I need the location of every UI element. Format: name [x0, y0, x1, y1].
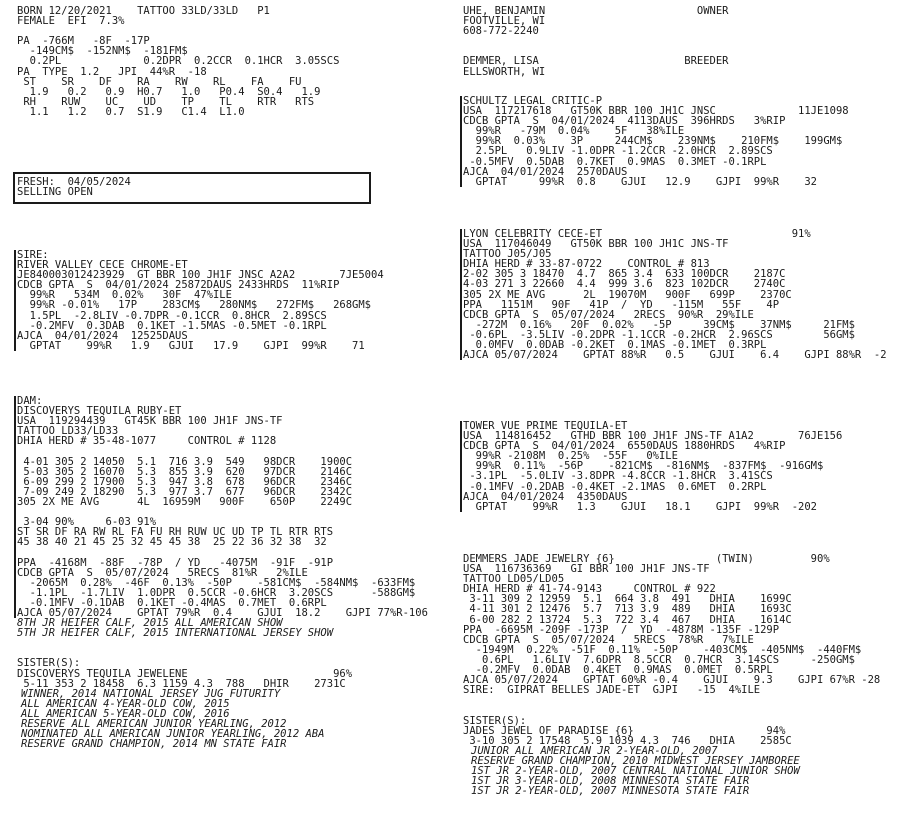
text-line: JE840003012423929 GT BBR 100 JH1F JNSC A2A2 7JE5004 — [17, 269, 384, 282]
text-line: BORN 12/20/2021 TATTOO 33LD/33LD P1 — [17, 5, 270, 17]
text-line: 0.6PL 1.6LIV 7.6DPR 8.5CCR 0.7HCR 3.14SCS -250GM$ — [463, 653, 855, 666]
text-line: RESERVE GRAND CHAMPION, 2014 MN STATE FAIR — [21, 738, 287, 751]
text-line: -0.6PL -3.5LIV -0.2DPR -1.1CCR -0.2HCR 2.96SCS 56GM$ — [463, 328, 855, 341]
text-line: CDCB GPTA S 04/01/2024 4113DAUS 396HRDS 3%RIP — [463, 115, 786, 128]
sire-column — [17, 250, 447, 351]
text-line: 99%R 0.11% -56P -821CM$ -816NM$ -837FM$ -916GM$ — [463, 460, 824, 473]
text-line: 7-09 249 2 18290 5.3 977 3.7 677 96DCR 2342C — [17, 485, 353, 498]
text-line: RESERVE ALL AMERICAN JUNIOR YEARLING, 2012 — [21, 718, 287, 730]
text-line: USA 119294439 GT45K BBR 100 JH1F JNS-TF — [17, 415, 283, 428]
maternal-great-granddam-section — [463, 554, 903, 695]
text-line: TATTOO J05/J05 — [463, 248, 552, 261]
text-line: -0.1MFV -0.2DAB -0.4KET -2.1MAS 0.6MET 0.2RPL — [463, 480, 767, 493]
text-line: 1.9 0.2 0.9 H0.7 1.0 P0.4 S0.4 1.9 — [17, 85, 321, 98]
text-line: -0.2MFV 0.3DAB 0.1KET -1.5MAS -0.5MET -0.1RPL — [17, 319, 327, 332]
text-line: USA 116736369 GI BBR 100 JH1F JNS-TF — [463, 563, 710, 576]
text-line: 305 2X ME AVG 4L 16959M 900F 650P 2249C — [17, 495, 353, 508]
text-line: USA 117217618 GT50K BBR 100 JH1C JNSC 11JE1098 — [463, 105, 849, 118]
text-line: FEMALE EFI 7.3% — [17, 15, 125, 28]
text-line: -0.1MFV -0.1DAB 0.1KET -0.4MAS 0.7MET 0.6RPL — [17, 596, 327, 609]
text-line: DAM: — [17, 395, 43, 407]
text-line: ST SR DF RA RW RL FA FU — [17, 75, 302, 88]
breeder-section — [463, 56, 903, 76]
mggs-column — [463, 421, 903, 512]
text-line: 1ST JR 2-YEAR-OLD, 2007 CENTRAL NATIONAL JUNIOR SHOW — [471, 764, 800, 777]
text-line: 99%R -0.01% 17P 283CM$ 280NM$ 272FM$ 268GM$ — [17, 299, 372, 312]
text-line: TATTOO LD05/LD05 — [463, 573, 565, 586]
dam-awards — [17, 618, 447, 638]
dam-column — [17, 396, 447, 749]
text-line: RESERVE GRAND CHAMPION, 2010 MIDWEST JERSEY JAMBOREE — [471, 754, 800, 767]
text-line: AJCA 04/01/2024 2570DAUS — [463, 165, 628, 178]
text-line: 2-02 305 3 18470 4.7 865 3.4 633 100DCR 2187C — [463, 268, 786, 281]
text-line: ALL AMERICAN 5-YEAR-OLD COW, 2016 — [21, 707, 230, 720]
mgd-column — [463, 229, 903, 360]
text-line: PPA -6695M -209F -173P / YD -4878M -135F -129P — [463, 623, 780, 636]
text-line: FRESH: 04/05/2024 — [17, 176, 131, 188]
granddam-sister-awards — [471, 746, 911, 796]
text-line: -272M 0.16% 20F 0.02% -5P 39CM$ 37NM$ 21FM$ — [463, 318, 855, 331]
dam-sister-awards — [21, 689, 451, 750]
text-line: -1.1PL -1.7LIV 1.0DPR 0.5CCR -0.6HCR 3.20SCS -588GM$ — [17, 586, 416, 599]
text-line: CDCB GPTA S 05/07/2024 5RECS 78%R 7%ILE — [463, 633, 754, 646]
text-line: 45 38 40 21 45 25 32 45 45 38 25 22 36 32 38 32 — [17, 536, 327, 549]
text-line: USA 114816452 GTHD BBR 100 JH1F JNS-TF A1A2 76JE156 — [463, 430, 843, 443]
text-line — [17, 547, 447, 557]
maternal-grandsire-section — [463, 96, 903, 187]
mggd-column — [463, 554, 903, 796]
text-line: GPTAT 99%R 1.9 GJUI 17.9 GJPI 99%R 71 — [17, 339, 365, 352]
animal-header-section — [17, 6, 447, 117]
text-line: JUNIOR ALL AMERICAN JR 2-YEAR-OLD, 2007 — [471, 744, 718, 757]
text-line: 0.0MFV 0.0DAB -0.2KET 0.1MAS -0.1MET 0.3RPL — [463, 339, 767, 352]
text-line: DHIA HERD # 35-48-1077 CONTROL # 1128 — [17, 435, 277, 448]
text-line: 5TH JR HEIFER CALF, 2015 INTERNATIONAL JERSEY SHOW — [17, 627, 334, 640]
text-line: TATTOO LD33/LD33 — [17, 425, 119, 438]
text-line: CDCB GPTA S 05/07/2024 2RECS 90%R 29%ILE — [463, 308, 754, 321]
dam-section — [17, 396, 447, 618]
text-line: TOWER VUE PRIME TEQUILA-ET — [463, 420, 628, 432]
owner-section — [463, 6, 903, 36]
text-line: DEMMERS JADE JEWELRY {6} (TWIN) 90% — [463, 553, 830, 565]
text-line: 99%R -2108M 0.25% -55F 0%ILE — [463, 450, 678, 463]
text-line: SELLING OPEN — [17, 186, 93, 199]
text-line: 5-03 305 2 16070 5.3 855 3.9 620 97DCR 2146C — [17, 465, 353, 478]
text-line: PPA -4168M -88F -78P / YD -4075M -91F -91P — [17, 556, 334, 569]
right-column — [463, 6, 903, 77]
text-line: 1.1 1.2 0.7 S1.9 C1.4 L1.0 — [17, 105, 245, 118]
text-line: SIRE: GIPRAT BELLES JADE-ET GJPI -15 4%ILE — [463, 684, 761, 697]
text-line: UHE, BENJAMIN OWNER — [463, 5, 729, 17]
text-line: CDCB GPTA S 04/01/2024 6550DAUS 1880HRDS 4%RIP — [463, 440, 786, 453]
text-line: DHIA HERD # 41-74-9143 CONTROL # 922 — [463, 583, 716, 596]
text-line: RH RUW UC UD TP TL RTR RTS — [17, 95, 315, 108]
text-line: ALL AMERICAN 4-YEAR-OLD COW, 2015 — [21, 697, 230, 710]
text-line: LYON CELEBRITY CECE-ET 91% — [463, 228, 811, 240]
dam-sister-section — [17, 658, 447, 688]
text-line: -2065M 0.28% -46F 0.13% -50P -581CM$ -584NM$ -633FM$ — [17, 576, 416, 589]
text-line: GPTAT 99%R 0.8 GJUI 12.9 GJPI 99%R 32 — [463, 175, 818, 188]
text-line: -149CM$ -152NM$ -181FM$ — [17, 45, 188, 58]
text-line: 4-01 305 2 14050 5.1 716 3.9 549 98DCR 1900C — [17, 455, 353, 468]
text-line: PA -766M -8F -17P — [17, 35, 150, 48]
text-line: NOMINATED ALL AMERICAN JUNIOR YEARLING, 2012 ABA — [21, 728, 325, 741]
text-line: 608-772-2240 — [463, 25, 539, 38]
text-line: 2.5PL 0.9LIV -1.0DPR -1.2CCR -2.0HCR 2.89SCS — [463, 145, 773, 158]
text-line: DHIA HERD # 33-87-0722 CONTROL # 813 — [463, 258, 710, 271]
maternal-granddam-section — [463, 229, 903, 360]
text-line: 99%R 534M 0.02% 30F 47%ILE — [17, 289, 232, 302]
text-line: -0.2MFV 0.0DAB 0.4KET 0.9MAS 0.0MET 0.5RPL — [463, 664, 773, 677]
text-line: 0.2PL 0.2DPR 0.2CCR 0.1HCR 3.05SCS — [17, 55, 340, 68]
text-line: SISTER(S): — [17, 657, 81, 670]
text-line: AJCA 05/07/2024 GPTAT 79%R 0.4 GJUI 18.2 GJPI 77%R-106 — [17, 606, 428, 619]
text-line: 1.5PL -2.8LIV -0.7DPR -0.1CCR 0.8HCR 2.89SCS — [17, 309, 327, 322]
text-line: 5-11 353 2 18458 6.3 1159 4.3 788 DHIR 2731C — [17, 677, 346, 690]
left-column — [17, 6, 447, 117]
text-line: ST SR DF RA RW RL FA FU RH RUW UC UD TP TL RTR RTS — [17, 526, 334, 539]
text-line: WINNER, 2014 NATIONAL JERSEY JUG FUTURITY — [21, 687, 281, 700]
text-line: 99%R -79M 0.04% 5F 38%ILE — [463, 125, 685, 138]
text-line: 8TH JR HEIFER CALF, 2015 ALL AMERICAN SHOW — [17, 617, 283, 630]
text-line: DEMMER, LISA BREEDER — [463, 55, 729, 68]
text-line: USA 117046049 GT50K BBR 100 JH1C JNS-TF — [463, 238, 729, 251]
text-line: JADES JEWEL OF PARADISE {6} 94% — [463, 724, 786, 737]
text-line: PA TYPE 1.2 JPI 44%R -18 — [17, 65, 207, 78]
text-line: 4-03 271 3 22660 4.4 999 3.6 823 102DCR 2740C — [463, 278, 786, 291]
text-line: 3-10 305 2 17548 5.9 1039 4.3 746 DHIA 2585C — [463, 734, 792, 747]
text-line: CDCB GPTA S 04/01/2024 25872DAUS 2433HRDS 11%RIP — [17, 279, 340, 292]
text-line: DISCOVERYS TEQUILA RUBY-ET — [17, 405, 182, 418]
text-line: -1949M 0.22% -51F 0.11% -50P -403CM$ -405NM$ -440FM$ — [463, 643, 862, 656]
text-line: 99%R 0.03% 3P 244CM$ 239NM$ 210FM$ 199GM$ — [463, 135, 843, 148]
text-line: 6-09 299 2 17900 5.3 947 3.8 678 96DCR 2346C — [17, 475, 353, 488]
mgs-column — [463, 96, 903, 187]
text-line: 6-00 282 2 13724 5.3 722 3.4 467 DHIA 1614C — [463, 613, 792, 626]
text-line: SCHULTZ LEGAL CRITIC-P — [463, 95, 603, 107]
text-line: PPA 1151M 90F 41P / YD -115M 55F 4P — [463, 298, 780, 311]
fresh-selling-box — [13, 172, 371, 204]
text-line: 1ST JR 2-YEAR-OLD, 2007 MINNESOTA STATE FAIR — [471, 785, 750, 798]
fresh-info — [17, 177, 369, 197]
text-line: AJCA 05/07/2024 GPTAT 60%R -0.4 GJUI 9.3 GJPI 67%R -28 — [463, 674, 881, 687]
text-line: 3-11 309 2 12959 5.1 664 3.8 491 DHIA 1699C — [463, 593, 792, 606]
granddam-sister-section — [463, 716, 903, 746]
sire-section — [17, 250, 447, 351]
text-line: SIRE: — [17, 249, 49, 261]
text-line: DISCOVERYS TEQUILA JEWELENE 96% — [17, 667, 353, 680]
text-line: AJCA 04/01/2024 4350DAUS — [463, 490, 628, 503]
text-line: RIVER VALLEY CECE CHROME-ET — [17, 259, 188, 272]
text-line: 4-11 301 2 12476 5.7 713 3.9 489 DHIA 1693C — [463, 603, 792, 616]
text-line: -3.1PL -5.0LIV -3.8DPR -4.8CCR -1.8HCR 3.41SCS — [463, 470, 773, 483]
text-line: -0.5MFV 0.5DAB 0.7KET 0.9MAS 0.3MET -0.1RPL — [463, 155, 767, 168]
text-line: SISTER(S): — [463, 714, 527, 727]
text-line: 1ST JR 3-YEAR-OLD, 2008 MINNESOTA STATE FAIR — [471, 775, 750, 788]
text-line: FOOTVILLE, WI — [463, 15, 546, 28]
text-line: 305 2X ME AVG 2L 19070M 900F 699P 2370C — [463, 288, 792, 301]
text-line: GPTAT 99%R 1.3 GJUI 18.1 GJPI 99%R -202 — [463, 500, 818, 513]
text-line: 3-04 90% 6-03 91% — [17, 516, 157, 529]
maternal-great-grandsire-section — [463, 421, 903, 512]
text-line: AJCA 04/01/2024 12525DAUS — [17, 329, 188, 342]
text-line: CDCB GPTA S 05/07/2024 5RECS 81%R 2%ILE — [17, 566, 308, 579]
text-line: ELLSWORTH, WI — [463, 65, 546, 78]
text-line: AJCA 05/07/2024 GPTAT 88%R 0.5 GJUI 6.4 GJPI 88%R -2 — [463, 349, 887, 362]
